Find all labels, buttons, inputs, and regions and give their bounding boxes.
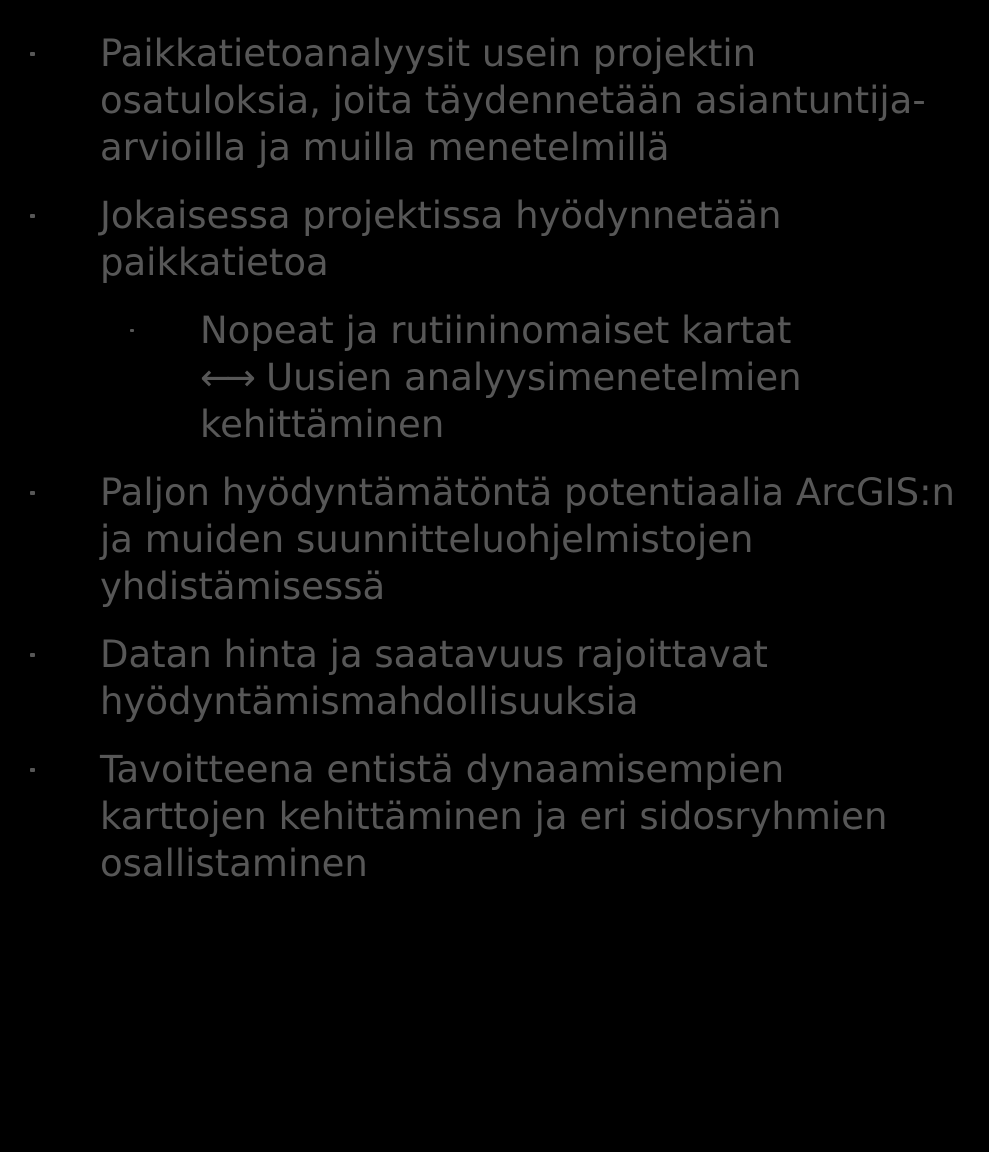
bullet-item <box>0 746 960 887</box>
sub-bullet-dot-icon <box>130 329 134 332</box>
bullet-dot-icon <box>30 653 35 657</box>
sub-bullet-line2: Uusien analyysimenetelmien kehittäminen <box>200 356 802 446</box>
bullet-text: Paikkatietoanalyysit usein projektin osatuloksia, joita täydennetään asiantuntija-arvioilla ja muilla menetelmillä <box>100 32 926 169</box>
bullet-item <box>0 631 960 725</box>
bullet-text: Paljon hyödyntämätöntä potentiaalia ArcGIS:n ja muiden suunnitteluohjelmistojen yhdistämisessä <box>100 471 955 608</box>
bullet-item <box>0 192 960 286</box>
bullet-text: Tavoitteena entistä dynaamisempien karttojen kehittäminen ja eri sidosryhmien osallistaminen <box>100 748 888 885</box>
bullet-dot-icon <box>30 52 35 56</box>
sub-bullet-text <box>200 307 960 448</box>
bullet-list <box>0 30 960 908</box>
bullet-item <box>0 469 960 610</box>
bullet-dot-icon <box>30 491 35 495</box>
bullet-text: Jokaisessa projektissa hyödynnetään paikkatietoa <box>100 194 782 284</box>
double-arrow-icon: ←→ <box>200 356 251 399</box>
sub-bullet-item <box>0 307 960 448</box>
bullet-item <box>0 30 960 171</box>
bullet-text: Datan hinta ja saatavuus rajoittavat hyödyntämismahdollisuuksia <box>100 633 768 723</box>
bullet-dot-icon <box>30 768 35 772</box>
bullet-dot-icon <box>30 214 35 218</box>
sub-bullet-line1: Nopeat ja rutiininomaiset kartat <box>200 309 792 352</box>
